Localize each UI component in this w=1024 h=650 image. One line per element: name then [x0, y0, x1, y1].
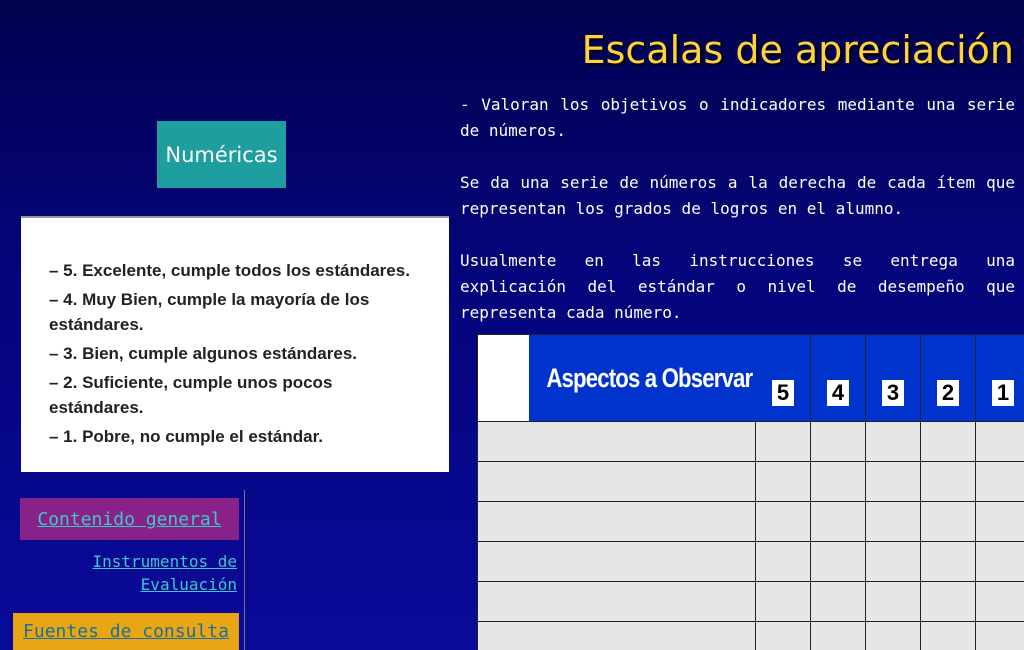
table-cell	[976, 542, 1024, 582]
numericas-label: Numéricas	[157, 121, 286, 188]
table-row	[478, 502, 1024, 542]
table-cell	[478, 422, 756, 462]
sidebar-divider	[244, 490, 245, 650]
observation-table	[477, 334, 1024, 650]
contenido-general-link[interactable]: Contenido general	[20, 498, 239, 540]
column-2-header: 2	[937, 380, 959, 406]
table-row	[478, 462, 1024, 502]
table-cell	[756, 622, 811, 650]
description-paragraph: - Valoran los objetivos o indicadores mediante una serie de números.	[460, 95, 1015, 140]
column-5-header: 5	[772, 380, 794, 406]
instrumentos-evaluacion-link[interactable]: Instrumentos de Evaluación	[92, 552, 237, 594]
table-row	[478, 622, 1024, 650]
table-cell	[811, 542, 866, 582]
table-cell	[811, 502, 866, 542]
table-row	[478, 542, 1024, 582]
table-cell	[976, 422, 1024, 462]
column-1-header: 1	[992, 380, 1014, 406]
table-cell	[756, 582, 811, 622]
table-cell	[921, 422, 976, 462]
aspectos-header: Aspectos a Observar	[528, 335, 756, 422]
page-title: Escalas de apreciación	[581, 28, 1014, 72]
table-cell	[478, 542, 756, 582]
table-cell	[921, 462, 976, 502]
table-cell	[921, 502, 976, 542]
table-cell	[811, 462, 866, 502]
table-cell	[921, 542, 976, 582]
table-cell	[478, 582, 756, 622]
table-cell	[921, 622, 976, 650]
description	[460, 92, 1015, 352]
table-cell	[811, 622, 866, 650]
table-cell	[866, 582, 921, 622]
table-cell	[756, 462, 811, 502]
table-cell	[866, 422, 921, 462]
table-cell	[756, 502, 811, 542]
table-cell	[811, 422, 866, 462]
scale-item: – 5. Excelente, cumple todos los estándares.	[49, 261, 410, 280]
table-cell	[866, 542, 921, 582]
table-cell	[478, 502, 756, 542]
fuentes-consulta-link[interactable]: Fuentes de consulta	[13, 613, 239, 650]
table-cell	[976, 462, 1024, 502]
description-paragraph: Se da una serie de números a la derecha de cada ítem que representan los grados de logros en el alumno.	[460, 173, 1015, 218]
column-4-header: 4	[827, 380, 849, 406]
table-cell	[976, 622, 1024, 650]
table-cell	[478, 622, 756, 650]
table-cell	[921, 582, 976, 622]
table-cell	[756, 542, 811, 582]
table-row	[478, 582, 1024, 622]
table-cell	[866, 462, 921, 502]
scale-item: – 4. Muy Bien, cumple la mayoría de los estándares.	[49, 290, 370, 334]
table-cell	[976, 582, 1024, 622]
table-cell	[866, 502, 921, 542]
scale-item: – 2. Suficiente, cumple unos pocos estándares.	[49, 373, 333, 417]
table-row	[478, 422, 1024, 462]
table-cell	[976, 502, 1024, 542]
table-cell	[756, 422, 811, 462]
scale-panel	[21, 216, 449, 472]
table-cell	[478, 462, 756, 502]
description-paragraph: Usualmente en las instrucciones se entrega una explicación del estándar o nivel de desempeño que representa cada número.	[460, 251, 1015, 322]
column-3-header: 3	[882, 380, 904, 406]
scale-item: – 1. Pobre, no cumple el estándar.	[49, 427, 323, 446]
scale-item: – 3. Bien, cumple algunos estándares.	[49, 344, 357, 363]
table-cell	[811, 582, 866, 622]
table-cell	[866, 622, 921, 650]
